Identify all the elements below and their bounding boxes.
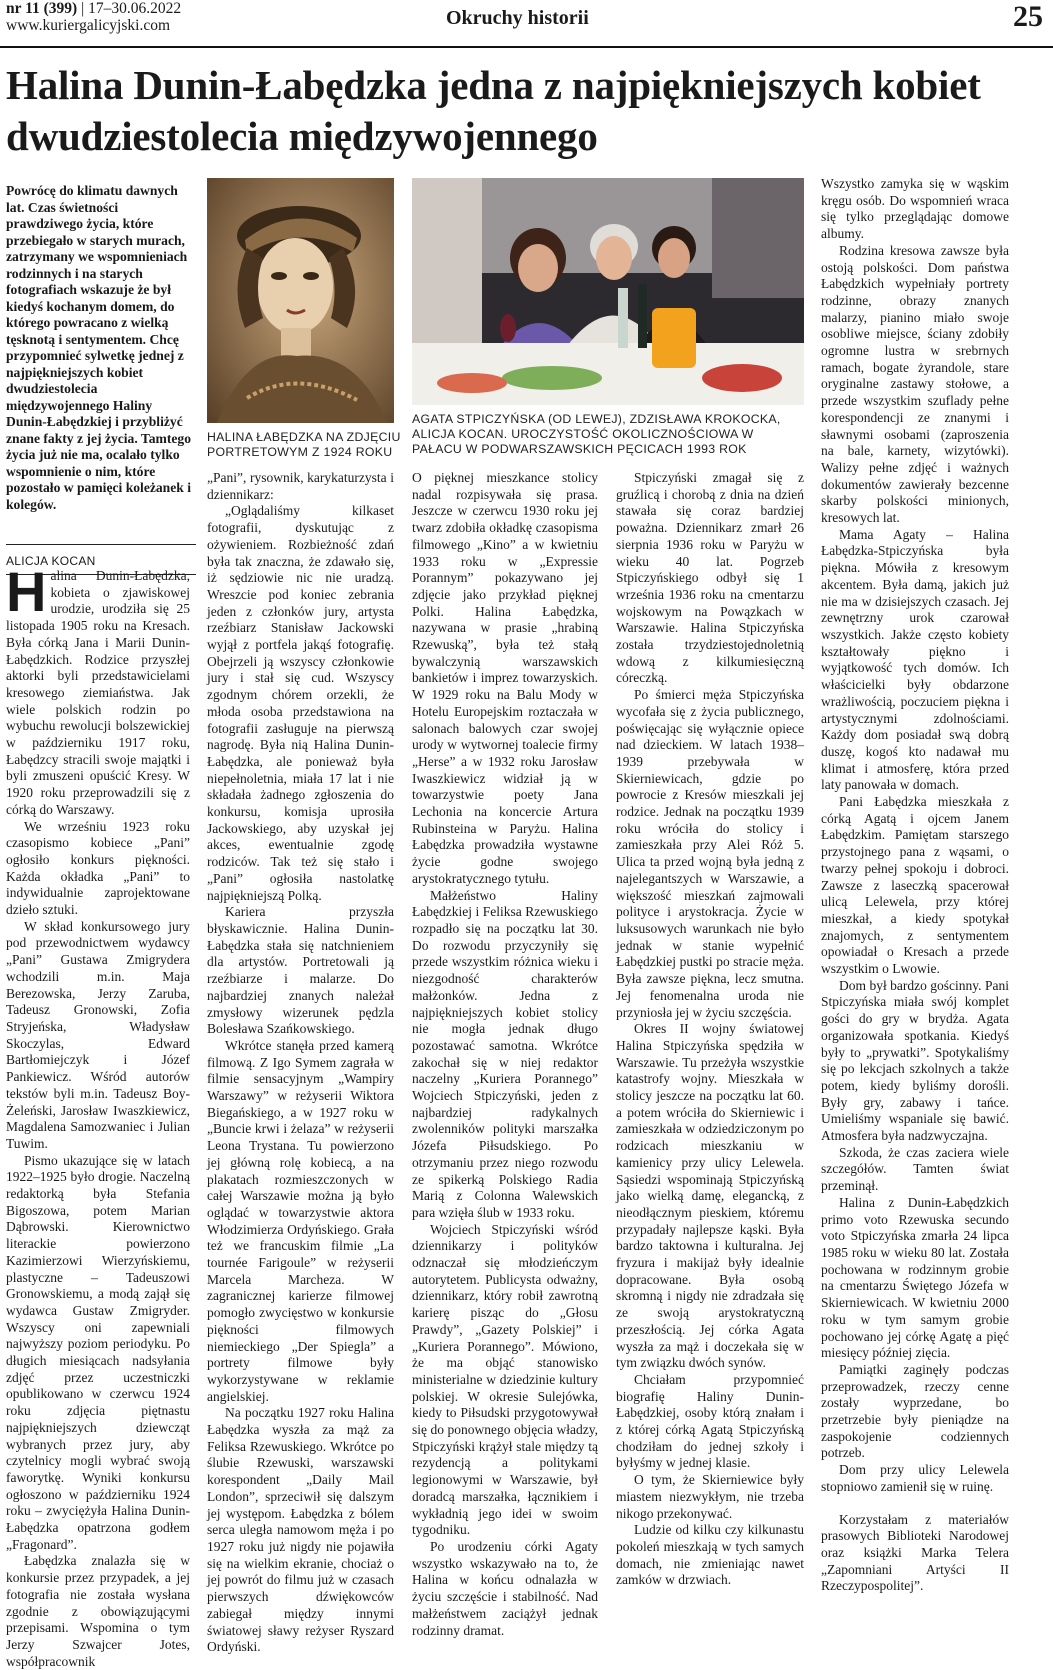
group-photo-caption: AGATA STPICZYŃSKA (OD LEWEJ), ZDZISŁAWA KROKOCKA, ALICJA KOCAN. UROCZYSTOŚĆ OKOLICZNOŚCIOWA W PAŁACU W PODWARSZAWSKICH PĘCICACH 1993 ROK — [412, 412, 781, 456]
page-number: 25 — [1013, 0, 1043, 33]
paragraph: Wszystko zamyka się w wąskim kręgu osób. Do wspomnień wraca się tylko przeglądając domowe albumy. — [821, 176, 1009, 242]
drop-cap: H — [6, 560, 47, 623]
portrait-image — [207, 178, 394, 423]
article-column-3 — [412, 470, 598, 1638]
paragraph: Okres II wojny światowej Halina Stpiczyńska spędziła w Warszawie. Tu przeżyła wszystkie katastrofy wojny. Mieszkała w stolicy jeszcze na początku lat 60. a potem wróciła do Skierniewic i zamieszkała w odziedziczonym po rodzicach mieszkaniu w kamienicy przy ulicy Lelewela. Sąsiedzi wspominają Stpiczyńską jako wielką damę, elegancką, z nieodłącznym pieskiem, któremu przypadały najlepsze kąski. Była bardzo taktowna i kulturalna. Jej fryzura i makijaż były idealnie dopracowane. Była osobą skromną i nigdy nie zdradzała się ze swoją arystokratyczną przeszłością. Jej córka Agata wyszła za mąż i doczekała się w tym związku dwóch synów. — [616, 1021, 804, 1371]
paragraph: Stpiczyński zmagał się z gruźlicą i chorobą z dnia na dzień stawała się coraz bardziej poważna. Dziennikarz zmarł 26 sierpnia 1936 roku w Paryżu w wieku 40 lat. Pogrzeb Stpiczyńskiego odbył się 1 września 1936 roku na cmentarzu wojskowym na Powązkach w Warszawie. Halina Stpiczyńska została trzydziestojednoletnią wdową z kilkumiesięczną córeczką. — [616, 470, 804, 686]
paragraph: O tym, że Skierniewice były miastem niezwykłym, nie trzeba nikogo przekonywać. — [616, 1472, 804, 1521]
author-byline: ALICJA KOCAN — [6, 554, 96, 568]
article-title: Halina Dunin-Łabędzka jedna z najpiękniejszych kobiet dwudziestolecia międzywojennego — [6, 62, 981, 159]
paragraph: Chciałam przypomnieć biografię Haliny Dunin-Łabędzkiej, osoby którą znałam i z której córką Agatą Stpiczyńską chodziłam do jednej szkoły i byłyśmy w jednej klasie. — [616, 1371, 804, 1471]
paragraph: „Pani”, rysownik, karykaturzysta i dziennikarz: — [207, 470, 394, 502]
paragraph: Dom był bardzo gościnny. Pani Stpiczyńska miała swój komplet gości do gry w brydża. Agata organizowała spotkania. Kiedyś były to „prywatki”. Spotykaliśmy się po lekcjach szkolnych a także potem, kiedy byliśmy dorośli. Były gry, zabawy i tańce. Umieliśmy wspaniale się bawić. Atmosfera była nadzwyczajna. — [821, 977, 1009, 1144]
paragraph: Dom przy ulicy Lelewela stopniowo zamienił się w ruinę. — [821, 1462, 1009, 1494]
paragraph: Wkrótce stanęła przed kamerą filmową. Z Igo Symem zagrała w filmie sensacyjnym „Wampiry Warszawy” w reżyserii Wiktora Biegańskiego, a w 1927 roku w „Buncie krwi i żelaza” w reżyserii Leona Trystana. Tu powierzono jej główną rolę kobiecą, a na plakatach rozmieszczonych w całej Warszawie można ją było oglądać w towarzystwie aktora Włodzimierza Ordyńskiego. Grała też we francuskim filmie „La tournée Farigoule” w reżyserii Marcela Marcheza. W zagranicznej karierze filmowej pomogło zwycięstwo w konkursie piękności filmowych niemieckiego „Der Spiegla” a portrety filmowe były wykorzystywane w reklamie angielskiej. — [207, 1037, 394, 1404]
divider — [6, 544, 196, 545]
section-title: Okruchy historii — [446, 7, 589, 29]
paragraph: Po urodzeniu córki Agaty wszystko wskazywało na to, że Halina w końcu odnalazła w życiu szczęście i stabilność. Nad małżeństwem zaciążył jednak rodzinny dramat. — [412, 1539, 598, 1638]
portrait-photo — [207, 178, 394, 423]
paragraph: Po śmierci męża Stpiczyńska wycofała się z życia publicznego, poświęcając się wyłącznie opiece nad dzieckiem. W latach 1938–1939 przebywała w Skierniewicach, gdzie po powrocie z Kresów mieszkali jej rodzice. Jednak na początku 1939 roku wróciła do stolicy i zamieszkała przy Alei Róż 5. Ulica ta przed wojną była jedną z najelegantszych w Warszawie, a większość mieszkań zajmowali polityce i arystokracja. Życie w luksusowych warunkach nie było jednak w stanie wypełnić Łabędzkiej pustki po stracie męża. Była zawsze piękna, lecz smutna. Jej fenomenalna uroda nie przyniosła jej w życiu szczęścia. — [616, 687, 804, 1020]
paragraph: Pismo ukazujące się w latach 1922–1925 było drogie. Naczelną redaktorką była Stefania Bigoszowa, potem Marian Dąbrowski. Kierownictwo literackie powierzono Kazimierzowi Wierzyńskiemu, plastyczne – Tadeuszowi Gronowskiemu, a modą zajął się wydawca Gustaw Zmigryder. Wszyscy oni zapewniali najwyższy poziom periodyku. Po długich miesiącach nadsyłania zdjęć przez uczestniczki opublikowano w czerwcu 1924 roku zdjęcia piętnastu najpiękniejszych dziewcząt wybranych przez jury, aby czytelnicy mogli wybrać swoją faworytkę. Wyniki konkursu ogłoszono w październiku 1924 roku – zwyciężyła Halina Dunin-Łabędzka opatrzona godłem „Fragonard”. — [6, 1152, 190, 1552]
paragraph: Na początku 1927 roku Halina Łabędzka wyszła za mąż za Feliksa Rzewuskiego. Wkrótce po ślubie Rzewuski, warszawski korespondent „Daily Mail London”, sprzeciwił się dalszym jej występom. Łabędzka z bólem serca uległa namowom męża i po 1927 roku już nigdy nie pojawiła się na wielkim ekranie, chociaż o jej powrót do filmu już w czasach pierwszych dźwiękowców zabiegał między innymi światowej sławy reżyser Ryszard Ordyński. — [207, 1405, 394, 1655]
website-link[interactable]: www.kuriergalicyjski.com — [6, 17, 171, 34]
paragraph: Pani Łabędzka mieszkała z córką Agatą i ojcem Janem Łabędzkim. Pamiętam starszego przystojnego pana z wąsami, o twarzy pełnej spokoju i dobroci. Zawsze z laseczką spacerował ulicą Lelewela, przy której mieszkał, a kiedy spotykał znajomych, z sentymentem opowiadał o Kresach a przede wszystkim o Lwowie. — [821, 794, 1009, 977]
page-header — [0, 0, 1053, 48]
paragraph: Łabędzka znalazła się w konkursie przez przypadek, a jej fotografia nie została wysłana zgodnie z obowiązującymi przepisami. Wspomina o tym Jerzy Szwajcer Jotes, współpracownik — [6, 1553, 190, 1669]
group-photo — [412, 178, 804, 405]
paragraph: Kariera przyszła błyskawicznie. Halina Dunin-Łabędzka stała się natchnieniem dla artystów. Portretowali ją rzeźbiarze i malarze. Do najbardziej znanych należał zmysłowy wizerunek pędzla Bolesława Szańkowskiego. — [207, 904, 394, 1037]
paragraph: Szkoda, że czas zaciera wiele szczegółów. Tamten świat przeminął. — [821, 1144, 1009, 1194]
paragraph: Rodzina kresowa zawsze była ostoją polskości. Dom państwa Łabędzkich wypełniały portrety rodzinne, obrazy znanych malarzy, pianino miało swoje osobliwe miejsce, ściany zdobiły ogromne lustra w srebrnych ramach, bogate żyrandole, stare oryginalne zastawy stołowe, a przede wszystkim szuflady pełne korespondencji ze znanymi i sławnymi osobami (zaproszenia na bale, karnety, wizytówki). Walizy pełne zdjęć i ważnych dokumentów zawierały bezcenne skarby polskości minionych, kresowych lat. — [821, 242, 1009, 526]
paragraph: Halina z Dunin-Łabędzkich primo voto Rzewuska secundo voto Stpiczyńska zmarła 24 lipca 1985 roku w wieku 80 lat. Została pochowana w rodzinnym grobie na cmentarzu Świętego Józefa w Skierniewicach. W kwietniu 2000 roku w tym samym grobie pochowano jej córkę Agatę a pięć miesięcy później zięcia. — [821, 1194, 1009, 1361]
issue-number: nr 11 (399) — [6, 0, 78, 17]
paragraph: Halina Dunin-Łabędzka, kobieta o zjawiskowej urodzie, urodziła się 25 listopada 1905 roku na Kresach. Była córką Jana i Marii Dunin-Łabędzkich. Rodzice przyszłej aktorki byli przedstawicielami kresowego ziemiaństwa. Jak wiele polskich rodzin po wybuchu rewolucji bolszewickiej w październiku 1917 roku, Łabędzcy stracili swoje majątki i byli zmuszeni opuścić Kresy. W 1920 roku przeprowadzili się z córką do Warszawy. — [6, 560, 190, 817]
portrait-caption: HALINA ŁABĘDZKA NA ZDJĘCIU PORTRETOWYM Z 1924 ROKU — [207, 430, 401, 459]
issue-info: nr 11 (399) | 17–30.06.2022 www.kuriergalicyjski.com — [6, 0, 182, 34]
group-image — [412, 178, 804, 405]
paragraph: Ludzie od kilku czy kilkunastu pokoleń mieszkają w tych samych domach, nie zmieniając nawet zamków w drzwiach. — [616, 1522, 804, 1588]
paragraph: Mama Agaty – Halina Łabędzka-Stpiczyńska była piękna. Mówiła z kresowym akcentem. Była damą, jakich już nie ma w dzisiejszych czasach. Jej zewnętrzny urok czarował wszystkich. Jakże często kobiety kształtowały piękno i wyjątkowość tych domów. Ich właścicielki były obdarzone wrażliwością, poczuciem piękna i artystycznymi zdolnościami. Każdy dom posiadał swą dobrą duszę, kogoś kto nadawał mu klimat i atmosferę, która przed laty panowała w domach. — [821, 526, 1009, 793]
paragraph: O pięknej mieszkance stolicy nadal rozpisywała się prasa. Jeszcze w czerwcu 1930 roku jej twarz zdobiła okładkę czasopisma filmowego „Kino” a w kwietniu 1933 roku w „Expressie Porannym” pokazywano jej zdjęcie jako przykład pięknej Polki. Halina Łabędzka, nazywana w prasie „hrabiną Rzewuską”, była też stałą bywalczynią warszawskich bankietów i imprez towarzyskich. W 1929 roku na Balu Mody w Hotelu Europejskim roztaczała w salonach balowych czar swojej urody w wytwornej toalecie firmy „Herse” a w 1932 roku Jarosław Iwaszkiewicz widział ją w towarzystwie poety Jana Lechonia na koncercie Artura Rubinsteina w Paryżu. Halina Łabędzka prowadziła wystawne życie godne swojego arystokratycznego tytułu. — [412, 470, 598, 886]
paragraph: Wojciech Stpiczyński wśród dziennikarzy i polityków odznaczał się młodzieńczym autorytetem. Publicysta odważny, dziennikarz, który robił zawrotną karierę pisząc do „Głosu Prawdy”, „Gazety Polskiej” i „Kuriera Porannego”. Mówiono, że ma objąć stanowisko ministerialne w dziedzinie kultury polskiej. W okresie Sulejówka, kiedy to Piłsudski przygotowywał się do ponownego objęcia władzy, Stpiczyński krążył stale między tą rezydencją a politykami legionowymi w Warszawie, był doradcą marszałka, łącznikiem i wykładnią jego idei w swoim tygodniku. — [412, 1221, 598, 1538]
paragraph: We wrześniu 1923 roku czasopismo kobiece „Pani” ogłosiło konkurs piękności. Każda okładka „Pani” to indywidualnie zaprojektowane dzieło sztuki. — [6, 818, 190, 918]
article-column-2 — [207, 470, 394, 1655]
paragraph: W skład konkursowego jury pod przewodnictwem wydawcy „Pani” Gustawa Zmigrydera wchodzili m.in. Maja Berezowska, Jerzy Zaruba, Tadeusz Gronowski, Zofia Stryjeńska, Władysław Skoczylas, Edward Bartłomiejczyk i Józef Pankiewicz. Wśród autorów tekstów byli m.in. Tadeusz Boy-Żeleński, Jarosław Iwaszkiewicz, Magdalena Samozwaniec i Julian Tuwim. — [6, 918, 190, 1151]
paragraph: Małżeństwo Haliny Łabędzkiej i Feliksa Rzewuskiego rozpadło się na początku lat 30. Do rozwodu przyczyniły się przede wszystkim różnica wieku i niezgodność charakterów małżonków. Jedna z najpiękniejszych kobiet stolicy nie mogła jednak długo pozostawać samotna. Wkrótce zakochał się w niej redaktor naczelny „Kuriera Porannego” Wojciech Stpiczyński, jeden z najbardziej radykalnych zwolenników polityki marszałka Józefa Piłsudskiego. Po otrzymaniu przez niego rozwodu ze spikerką Polskiego Radia Marią z Colonna Walewskich para wzięła ślub w 1933 roku. — [412, 887, 598, 1220]
issue-dates: 17–30.06.2022 — [88, 0, 182, 17]
article-column-4 — [616, 470, 804, 1634]
paragraph: „Oglądaliśmy kilkaset fotografii, dyskutując z ożywieniem. Rozbieżność zdań była tak znaczna, że zdawało się, iż sędziowie nic nie uradzą. Wreszcie pod koniec zebrania jeden z członków jury, artysta rzeźbiarz Stanisław Jackowski wyjął z portfela jakąś fotografię. Obejrzeli ją wszyscy członkowie jury i stał się cud. Wszyscy zgodnym chórem orzekli, że młoda osoba przedstawiona na fotografii zasługuje na pierwszą nagrodę. Była nią Halina Dunin-Łabędzka, ale ponieważ była niepełnoletnia, miała 17 lat i nie składała żadnego zgłoszenia do konkursu, komisja uprosiła Jackowskiego, aby uzyskał jej akces, ewentualnie zgodę rodziców. Tak też się stało i „Pani” ogłosiła nastolatkę najpiękniejszą Polką. — [207, 503, 394, 903]
article-lead: Powrócę do klimatu dawnych lat. Czas świetności prawdziwego życia, które przebiegało w starych murach, zatrzymany we wspomnieniach rodzinnych i na starych fotografiach wskazuje że był kiedyś kochanym domem, do którego powracano z wielką tęsknotą i sentymentem. Chcę przypomnieć sylwetkę jednej z najpiękniejszych kobiet dwudziestolecia międzywojennego Haliny Dunin-Łabędzkiej i przybliżyć znane fakty z jej życia. Tamtego życia już nie ma, ocalało tylko wspomnienie o nim, które pozostało w pamięci koleżanek i kolegów. — [6, 183, 192, 512]
sources-note: Korzystałam z materiałów prasowych Biblioteki Narodowej oraz książki Marka Telera „Zapomniani Artyści II Rzeczypospolitej”. — [821, 1511, 1009, 1594]
article-column-5 — [821, 176, 1009, 1634]
paragraph: Pamiątki zaginęły podczas przeprowadzek, rzeczy cenne zostały wyprzedane, bo przetrzebie były pieniądze na zaspokojenie codziennych potrzeb. — [821, 1361, 1009, 1461]
